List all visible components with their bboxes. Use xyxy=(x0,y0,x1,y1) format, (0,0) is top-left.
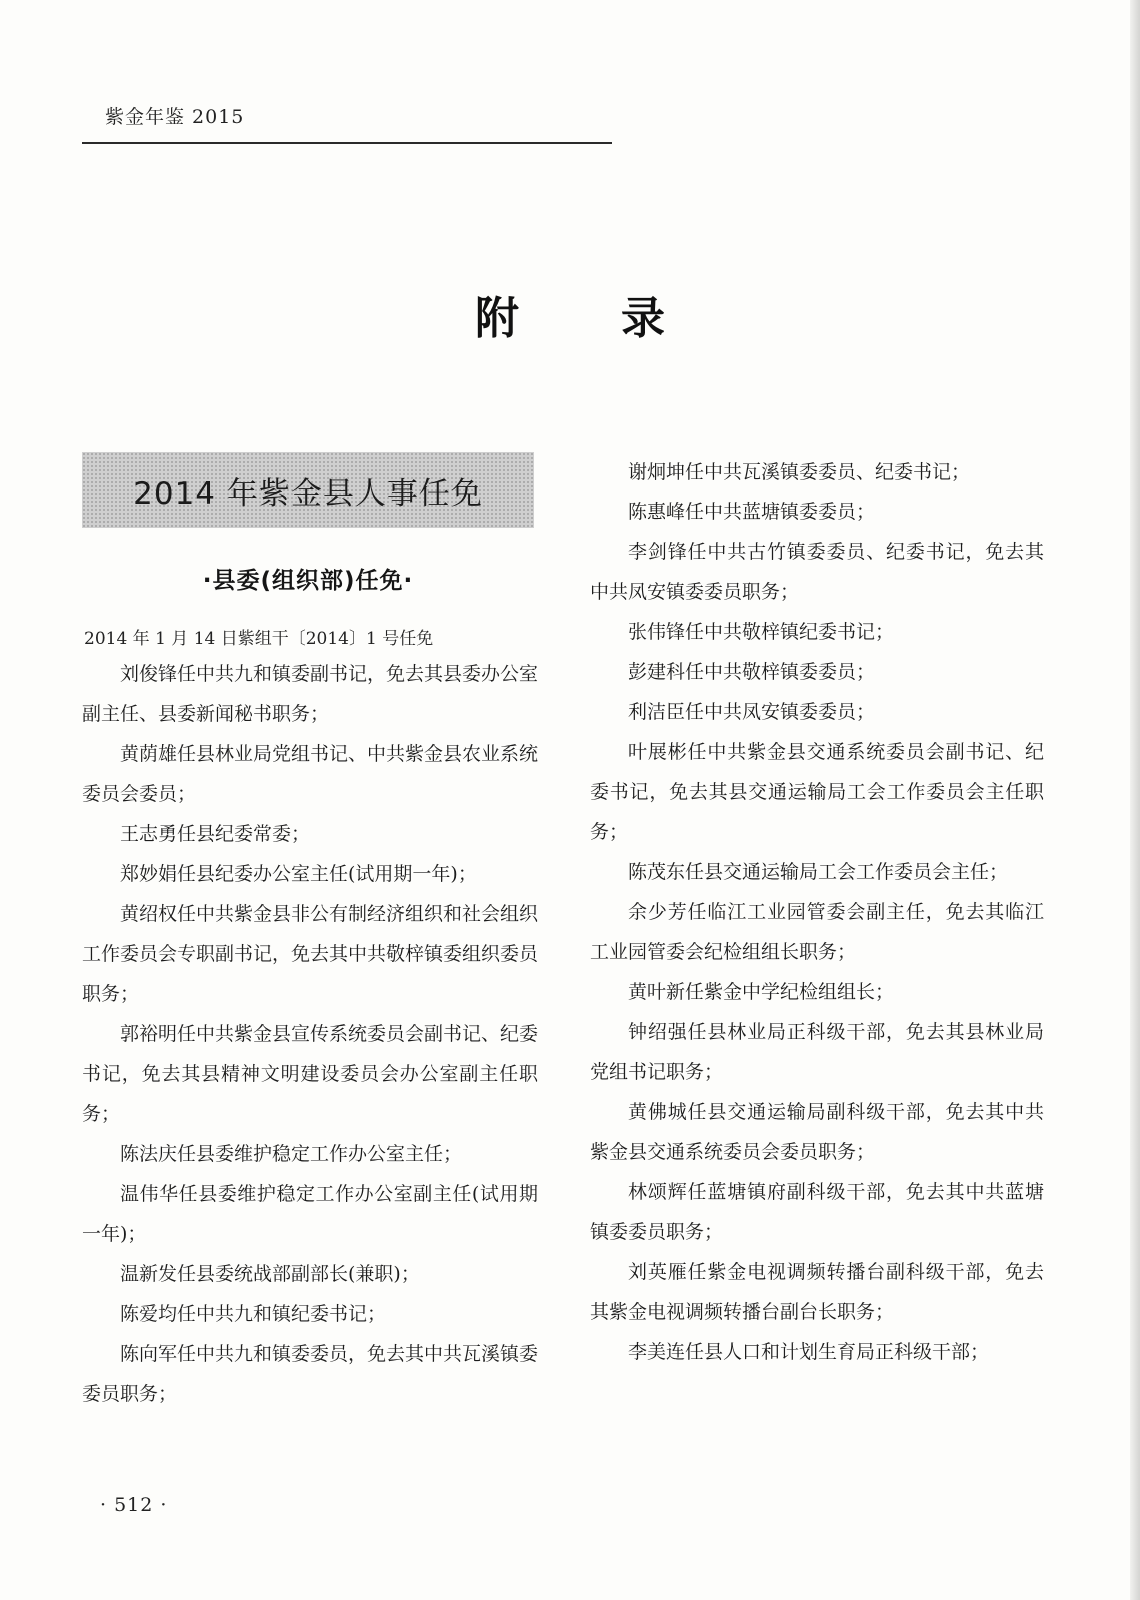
appointment-entry: 陈茂东任县交通运输局工会工作委员会主任； xyxy=(628,861,1009,883)
appointment-entry: 张伟锋任中共敬梓镇纪委书记； xyxy=(628,621,895,643)
appointment-entry: 李美连任县人口和计划生育局正科级干部； xyxy=(628,1341,990,1363)
appointment-entry: 温伟华任县委维护稳定工作办公室副主任(试用期一年)； xyxy=(82,1183,538,1245)
appointment-entry: 李剑锋任中共古竹镇委委员、纪委书记，免去其中共凤安镇委委员职务； xyxy=(590,541,1044,603)
left-column xyxy=(82,654,538,1414)
header-rule xyxy=(82,142,612,144)
document-reference: 2014 年 1 月 14 日紫组干〔2014〕1 号任免 xyxy=(84,629,434,649)
appointment-entry: 黄荫雄任县林业局党组书记、中共紫金县农业系统委员会委员； xyxy=(82,743,539,805)
appointment-entry: 刘英雁任紫金电视调频转播台副科级干部，免去其紫金电视调频转播台副台长职务； xyxy=(590,1261,1044,1323)
right-column xyxy=(590,452,1044,1372)
appointment-entry: 叶展彬任中共紫金县交通系统委员会副书记、纪委书记，免去其县交通运输局工会工作委员会主任职务； xyxy=(590,741,1044,843)
appointment-entry: 利洁臣任中共凤安镇委委员； xyxy=(628,701,876,723)
appointment-entry: 钟绍强任县林业局正科级干部，免去其县林业局党组书记职务； xyxy=(590,1021,1044,1083)
page-number: · 512 · xyxy=(100,1494,168,1516)
appointment-entry: 林颂辉任蓝塘镇府副科级干部，免去其中共蓝塘镇委委员职务； xyxy=(590,1181,1044,1243)
appointment-entry: 陈法庆任县委维护稳定工作办公室主任； xyxy=(120,1143,463,1165)
section-banner xyxy=(82,452,534,528)
section-title: 2014 年紫金县人事任免 xyxy=(133,475,483,512)
appointment-entry: 王志勇任县纪委常委； xyxy=(120,823,311,845)
page-edge-shadow xyxy=(1130,0,1140,1600)
appointment-entry: 黄绍权任中共紫金县非公有制经济组织和社会组织工作委员会专职副书记，免去其中共敬梓镇委组织委员职务； xyxy=(82,903,539,1005)
appointment-entry: 郑妙娟任县纪委办公室主任(试用期一年)； xyxy=(120,863,477,885)
appointment-entry: 彭建科任中共敬梓镇委委员； xyxy=(628,661,876,683)
running-header: 紫金年鉴 2015 xyxy=(105,106,245,128)
appointment-entry: 黄叶新任紫金中学纪检组组长； xyxy=(628,981,895,1003)
appointment-entry: 陈惠峰任中共蓝塘镇委委员； xyxy=(628,501,876,523)
appointment-entry: 黄佛城任县交通运输局副科级干部，免去其中共紫金县交通系统委员会委员职务； xyxy=(590,1101,1044,1163)
appointment-entry: 温新发任县委统战部副部长(兼职)； xyxy=(120,1263,420,1285)
appendix-title: 附录 xyxy=(475,293,767,344)
appointment-entry: 陈爱均任中共九和镇纪委书记； xyxy=(120,1303,387,1325)
subsection-title: ·县委(组织部)任免· xyxy=(202,568,414,594)
appointment-entry: 郭裕明任中共紫金县宣传系统委员会副书记、纪委书记，免去其县精神文明建设委员会办公室副主任职务； xyxy=(82,1023,539,1125)
appointment-entry: 余少芳任临江工业园管委会副主任，免去其临江工业园管委会纪检组组长职务； xyxy=(590,901,1044,963)
appointment-entry: 谢炯坤任中共瓦溪镇委委员、纪委书记； xyxy=(628,461,971,483)
appointment-entry: 陈向军任中共九和镇委委员，免去其中共瓦溪镇委委员职务； xyxy=(82,1343,539,1405)
appointment-entry: 刘俊锋任中共九和镇委副书记，免去其县委办公室副主任、县委新闻秘书职务； xyxy=(82,663,539,725)
